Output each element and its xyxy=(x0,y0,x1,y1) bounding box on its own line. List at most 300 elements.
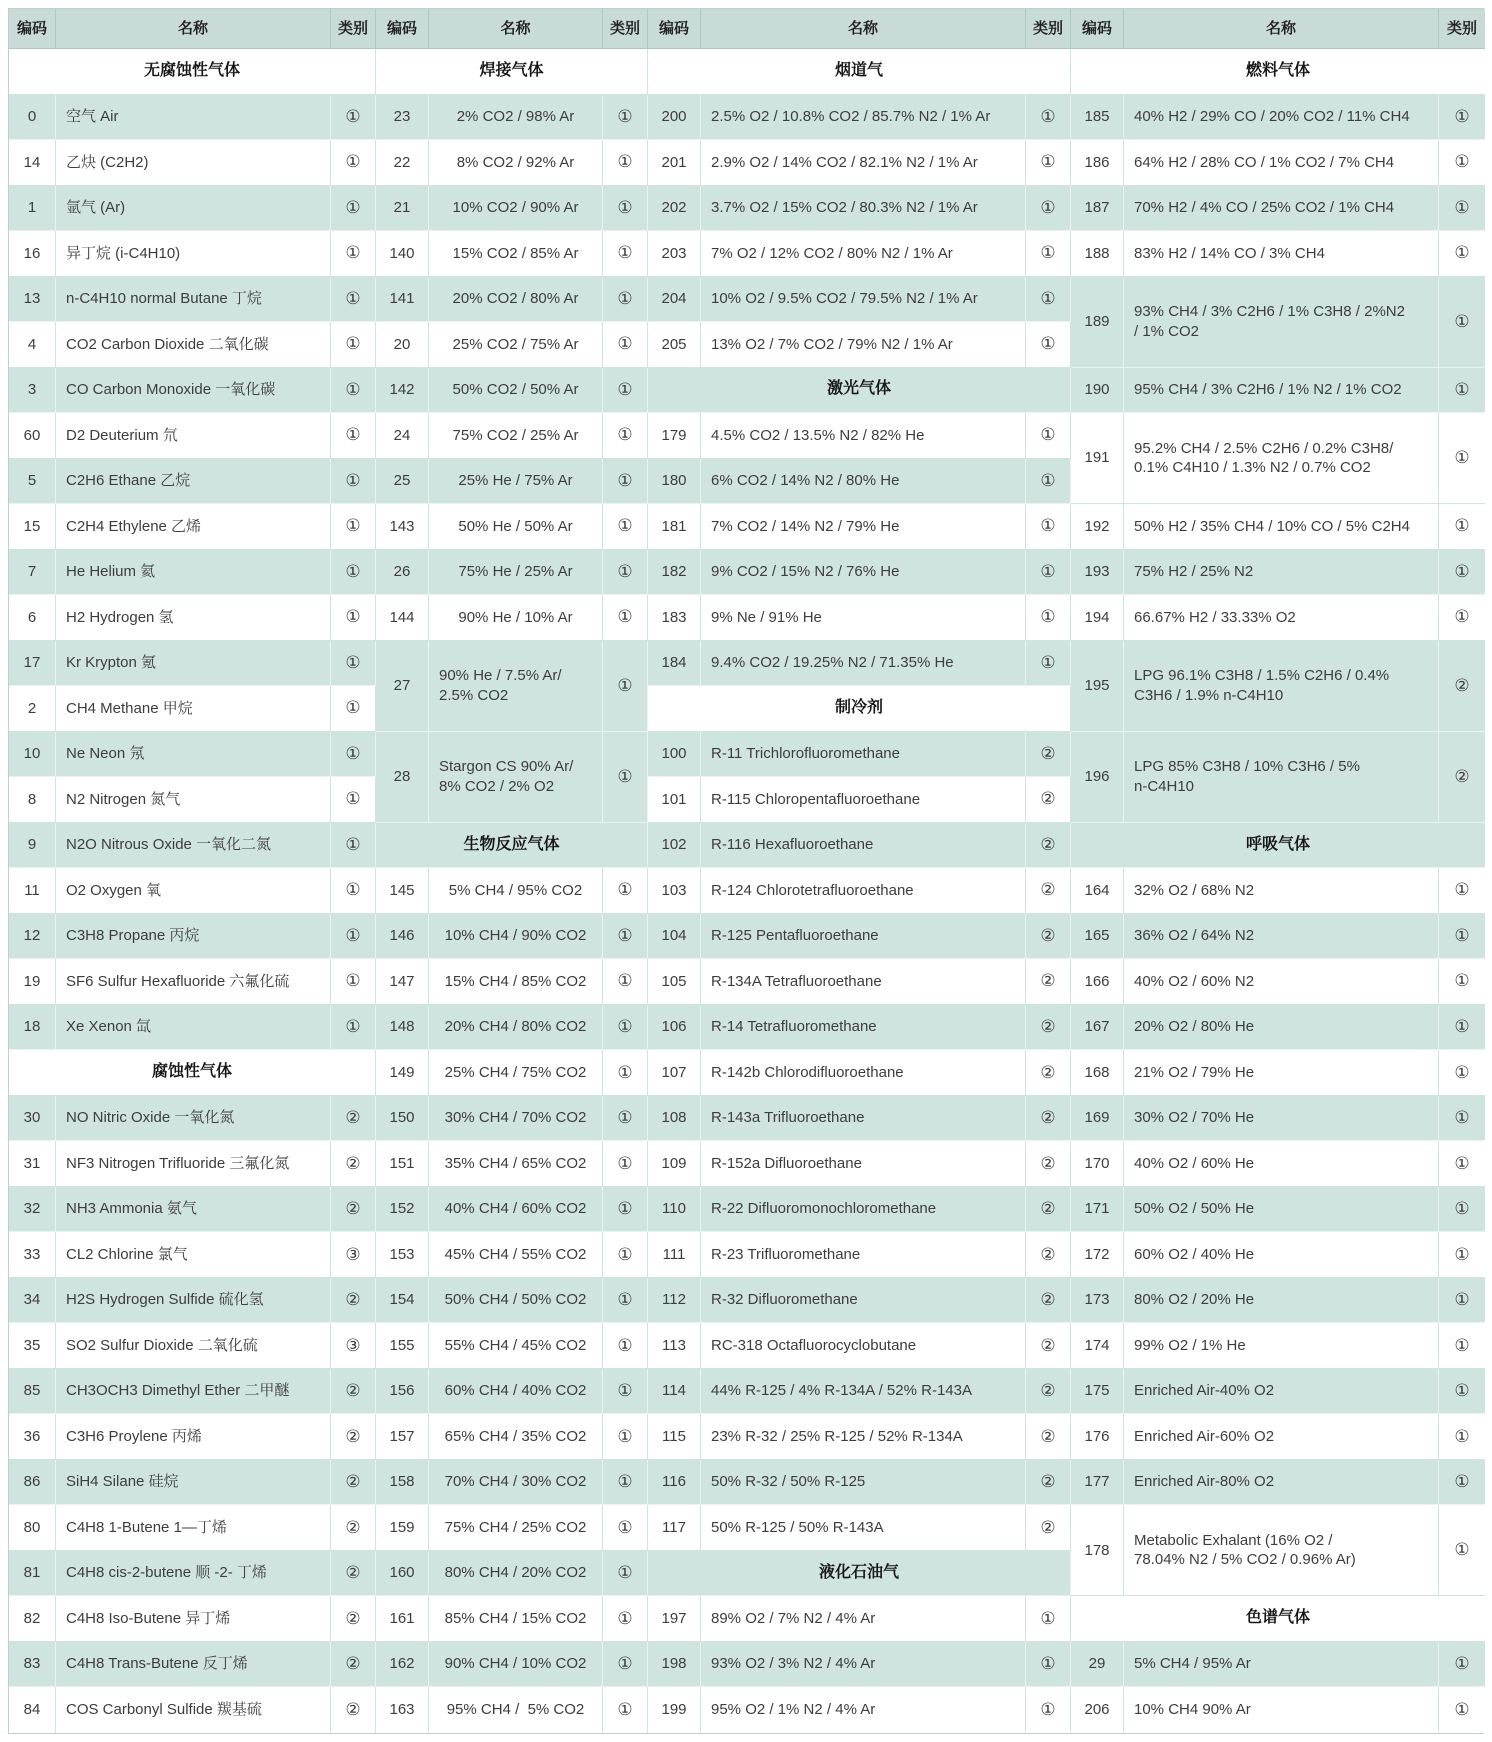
gas-code-cell: 186 xyxy=(1071,140,1124,186)
gas-name-cell: LPG 85% C3H8 / 10% C3H6 / 5% n-C4H10 xyxy=(1124,732,1439,823)
gas-category-cell: ① xyxy=(1026,186,1071,232)
gas-category-cell: ② xyxy=(331,1096,376,1142)
gas-code-cell: 188 xyxy=(1071,231,1124,277)
gas-code-cell: 18 xyxy=(9,1005,56,1051)
gas-category-cell: ② xyxy=(1026,1323,1071,1369)
gas-category-cell: ① xyxy=(1439,550,1485,596)
gas-name-cell: 10% CH4 90% Ar xyxy=(1124,1687,1439,1733)
gas-code-cell: 141 xyxy=(376,277,429,323)
gas-category-cell: ① xyxy=(603,959,648,1005)
gas-category-cell: ② xyxy=(1026,1369,1071,1415)
column-header-code: 编码 xyxy=(9,9,56,49)
gas-code-cell: 117 xyxy=(648,1505,701,1551)
gas-code-cell: 86 xyxy=(9,1460,56,1506)
gas-category-cell: ① xyxy=(603,140,648,186)
gas-code-cell: 191 xyxy=(1071,413,1124,504)
gas-name-cell: Ne Neon 氖 xyxy=(56,732,331,778)
gas-code-cell: 107 xyxy=(648,1050,701,1096)
gas-name-cell: CO2 Carbon Dioxide 二氧化碳 xyxy=(56,322,331,368)
gas-code-cell: 20 xyxy=(376,322,429,368)
gas-category-cell: ② xyxy=(1026,777,1071,823)
gas-code-cell: 0 xyxy=(9,95,56,141)
gas-category-cell: ② xyxy=(331,1141,376,1187)
gas-code-cell: 170 xyxy=(1071,1141,1124,1187)
gas-category-cell: ① xyxy=(603,413,648,459)
gas-name-cell: 乙炔 (C2H2) xyxy=(56,140,331,186)
gas-category-cell: ① xyxy=(331,140,376,186)
gas-category-cell: ① xyxy=(603,550,648,596)
gas-category-cell: ② xyxy=(331,1460,376,1506)
gas-name-cell: C4H8 1-Butene 1—丁烯 xyxy=(56,1505,331,1551)
gas-code-cell: 168 xyxy=(1071,1050,1124,1096)
column-header-category: 类别 xyxy=(331,9,376,49)
gas-category-cell: ① xyxy=(331,1005,376,1051)
gas-name-cell: 70% H2 / 4% CO / 25% CO2 / 1% CH4 xyxy=(1124,186,1439,232)
gas-code-cell: 24 xyxy=(376,413,429,459)
gas-name-cell: 65% CH4 / 35% CO2 xyxy=(429,1414,603,1460)
gas-name-cell: 64% H2 / 28% CO / 1% CO2 / 7% CH4 xyxy=(1124,140,1439,186)
gas-name-cell: H2 Hydrogen 氢 xyxy=(56,595,331,641)
gas-name-cell: 32% O2 / 68% N2 xyxy=(1124,868,1439,914)
gas-name-cell: 15% CH4 / 85% CO2 xyxy=(429,959,603,1005)
gas-name-cell: 50% R-32 / 50% R-125 xyxy=(701,1460,1026,1506)
gas-name-cell: CL2 Chlorine 氯气 xyxy=(56,1232,331,1278)
gas-category-cell: ① xyxy=(1026,1687,1071,1733)
gas-code-cell: 150 xyxy=(376,1096,429,1142)
gas-name-cell: CO Carbon Monoxide 一氧化碳 xyxy=(56,368,331,414)
gas-name-cell: 50% H2 / 35% CH4 / 10% CO / 5% C2H4 xyxy=(1124,504,1439,550)
gas-category-cell: ② xyxy=(331,1505,376,1551)
gas-code-cell: 192 xyxy=(1071,504,1124,550)
gas-code-cell: 28 xyxy=(376,732,429,823)
gas-name-cell: SiH4 Silane 硅烷 xyxy=(56,1460,331,1506)
gas-name-cell: R-23 Trifluoromethane xyxy=(701,1232,1026,1278)
gas-code-cell: 183 xyxy=(648,595,701,641)
gas-category-cell: ① xyxy=(603,595,648,641)
gas-code-cell: 175 xyxy=(1071,1369,1124,1415)
gas-code-cell: 146 xyxy=(376,914,429,960)
gas-code-cell: 19 xyxy=(9,959,56,1005)
gas-category-cell: ① xyxy=(603,231,648,277)
gas-name-cell: 7% CO2 / 14% N2 / 79% He xyxy=(701,504,1026,550)
gas-code-cell: 11 xyxy=(9,868,56,914)
gas-category-cell: ① xyxy=(1026,1596,1071,1642)
gas-name-cell: 55% CH4 / 45% CO2 xyxy=(429,1323,603,1369)
gas-code-cell: 80 xyxy=(9,1505,56,1551)
column-header-category: 类别 xyxy=(1026,9,1071,49)
column-header-name: 名称 xyxy=(429,9,603,49)
gas-category-cell: ① xyxy=(1439,1050,1485,1096)
gas-category-cell: ① xyxy=(603,1050,648,1096)
gas-name-cell: CH3OCH3 Dimethyl Ether 二甲醚 xyxy=(56,1369,331,1415)
gas-code-cell: 14 xyxy=(9,140,56,186)
gas-code-cell: 84 xyxy=(9,1687,56,1733)
gas-category-cell: ① xyxy=(1439,95,1485,141)
gas-category-cell: ② xyxy=(1026,914,1071,960)
gas-name-cell: SO2 Sulfur Dioxide 二氧化硫 xyxy=(56,1323,331,1369)
gas-code-cell: 114 xyxy=(648,1369,701,1415)
gas-category-cell: ① xyxy=(331,231,376,277)
gas-name-cell: R-125 Pentafluoroethane xyxy=(701,914,1026,960)
gas-name-cell: Stargon CS 90% Ar/ 8% CO2 / 2% O2 xyxy=(429,732,603,823)
gas-category-cell: ① xyxy=(603,1505,648,1551)
gas-name-cell: 90% CH4 / 10% CO2 xyxy=(429,1642,603,1688)
gas-name-cell: 80% CH4 / 20% CO2 xyxy=(429,1551,603,1597)
gas-code-cell: 198 xyxy=(648,1642,701,1688)
gas-category-cell: ① xyxy=(1026,277,1071,323)
gas-code-cell: 165 xyxy=(1071,914,1124,960)
gas-name-cell: 5% CH4 / 95% Ar xyxy=(1124,1642,1439,1688)
gas-category-cell: ① xyxy=(1026,231,1071,277)
gas-table-group-2 xyxy=(376,9,648,1733)
gas-category-cell: ② xyxy=(331,1551,376,1597)
gas-name-cell: NF3 Nitrogen Trifluoride 三氟化氮 xyxy=(56,1141,331,1187)
gas-code-cell: 6 xyxy=(9,595,56,641)
gas-code-cell: 181 xyxy=(648,504,701,550)
gas-code-cell: 176 xyxy=(1071,1414,1124,1460)
gas-category-cell: ① xyxy=(331,959,376,1005)
gas-category-cell: ① xyxy=(1439,1323,1485,1369)
gas-category-cell: ① xyxy=(1439,1460,1485,1506)
gas-code-cell: 193 xyxy=(1071,550,1124,596)
gas-code-cell: 182 xyxy=(648,550,701,596)
gas-name-cell: 40% O2 / 60% N2 xyxy=(1124,959,1439,1005)
gas-name-cell: 95% CH4 / 3% C2H6 / 1% N2 / 1% CO2 xyxy=(1124,368,1439,414)
gas-category-cell: ① xyxy=(1026,95,1071,141)
gas-category-cell: ① xyxy=(1439,186,1485,232)
gas-code-cell: 194 xyxy=(1071,595,1124,641)
gas-code-cell: 105 xyxy=(648,959,701,1005)
gas-name-cell: R-115 Chloropentafluoroethane xyxy=(701,777,1026,823)
gas-code-cell: 5 xyxy=(9,459,56,505)
gas-category-cell: ① xyxy=(1439,1187,1485,1233)
gas-category-cell: ① xyxy=(1439,1232,1485,1278)
gas-category-cell: ② xyxy=(1026,1050,1071,1096)
gas-name-cell: 90% He / 10% Ar xyxy=(429,595,603,641)
gas-code-cell: 152 xyxy=(376,1187,429,1233)
gas-code-cell: 169 xyxy=(1071,1096,1124,1142)
gas-category-cell: ① xyxy=(331,641,376,687)
gas-category-cell: ① xyxy=(603,868,648,914)
gas-code-cell: 190 xyxy=(1071,368,1124,414)
section-header: 腐蚀性气体 xyxy=(9,1050,376,1096)
gas-code-cell: 22 xyxy=(376,140,429,186)
gas-code-cell: 3 xyxy=(9,368,56,414)
gas-category-cell: ① xyxy=(603,1687,648,1733)
gas-name-cell: 空气 Air xyxy=(56,95,331,141)
gas-category-cell: ② xyxy=(1026,1278,1071,1324)
gas-code-cell: 201 xyxy=(648,140,701,186)
gas-code-cell: 145 xyxy=(376,868,429,914)
gas-category-cell: ① xyxy=(1439,368,1485,414)
gas-code-table xyxy=(8,8,1484,1734)
gas-code-cell: 81 xyxy=(9,1551,56,1597)
gas-code-cell: 29 xyxy=(1071,1642,1124,1688)
gas-name-cell: n-C4H10 normal Butane 丁烷 xyxy=(56,277,331,323)
gas-name-cell: 44% R-125 / 4% R-134A / 52% R-143A xyxy=(701,1369,1026,1415)
gas-name-cell: 异丁烷 (i-C4H10) xyxy=(56,231,331,277)
gas-name-cell: 8% CO2 / 92% Ar xyxy=(429,140,603,186)
gas-code-cell: 106 xyxy=(648,1005,701,1051)
gas-category-cell: ① xyxy=(1439,140,1485,186)
gas-code-cell: 143 xyxy=(376,504,429,550)
gas-category-cell: ② xyxy=(1026,1460,1071,1506)
gas-category-cell: ① xyxy=(1026,595,1071,641)
gas-code-cell: 174 xyxy=(1071,1323,1124,1369)
gas-name-cell: 3.7% O2 / 15% CO2 / 80.3% N2 / 1% Ar xyxy=(701,186,1026,232)
gas-category-cell: ① xyxy=(1026,641,1071,687)
section-header: 呼吸气体 xyxy=(1071,823,1485,869)
gas-name-cell: R-22 Difluoromonochloromethane xyxy=(701,1187,1026,1233)
gas-name-cell: 75% H2 / 25% N2 xyxy=(1124,550,1439,596)
gas-name-cell: 50% He / 50% Ar xyxy=(429,504,603,550)
gas-category-cell: ① xyxy=(1439,1505,1485,1596)
gas-category-cell: ② xyxy=(331,1687,376,1733)
gas-category-cell: ① xyxy=(331,823,376,869)
gas-category-cell: ① xyxy=(603,459,648,505)
gas-category-cell: ① xyxy=(603,1551,648,1597)
gas-name-cell: H2S Hydrogen Sulfide 硫化氢 xyxy=(56,1278,331,1324)
gas-category-cell: ② xyxy=(1026,1505,1071,1551)
gas-category-cell: ① xyxy=(1439,914,1485,960)
gas-code-cell: 21 xyxy=(376,186,429,232)
gas-category-cell: ① xyxy=(1026,413,1071,459)
gas-category-cell: ① xyxy=(1026,1642,1071,1688)
gas-name-cell: 20% CH4 / 80% CO2 xyxy=(429,1005,603,1051)
gas-table-group-4 xyxy=(1071,9,1485,1733)
gas-code-cell: 83 xyxy=(9,1642,56,1688)
gas-category-cell: ① xyxy=(331,868,376,914)
gas-name-cell: R-142b Chlorodifluoroethane xyxy=(701,1050,1026,1096)
column-header-name: 名称 xyxy=(701,9,1026,49)
gas-category-cell: ① xyxy=(1026,322,1071,368)
gas-code-cell: 108 xyxy=(648,1096,701,1142)
gas-code-cell: 7 xyxy=(9,550,56,596)
gas-category-cell: ② xyxy=(331,1414,376,1460)
gas-name-cell: 95% CH4 / 5% CO2 xyxy=(429,1687,603,1733)
gas-code-cell: 206 xyxy=(1071,1687,1124,1733)
gas-category-cell: ① xyxy=(331,595,376,641)
gas-name-cell: 60% O2 / 40% He xyxy=(1124,1232,1439,1278)
gas-code-cell: 2 xyxy=(9,686,56,732)
gas-name-cell: 30% CH4 / 70% CO2 xyxy=(429,1096,603,1142)
gas-code-cell: 195 xyxy=(1071,641,1124,732)
gas-category-cell: ① xyxy=(331,777,376,823)
gas-name-cell: O2 Oxygen 氧 xyxy=(56,868,331,914)
gas-category-cell: ② xyxy=(331,1369,376,1415)
gas-code-cell: 1 xyxy=(9,186,56,232)
gas-name-cell: 9% CO2 / 15% N2 / 76% He xyxy=(701,550,1026,596)
gas-category-cell: ① xyxy=(603,1323,648,1369)
gas-category-cell: ① xyxy=(603,368,648,414)
gas-category-cell: ① xyxy=(1439,1096,1485,1142)
gas-name-cell: NH3 Ammonia 氨气 xyxy=(56,1187,331,1233)
gas-category-cell: ② xyxy=(1439,732,1485,823)
gas-code-cell: 173 xyxy=(1071,1278,1124,1324)
column-header-code: 编码 xyxy=(376,9,429,49)
gas-category-cell: ① xyxy=(1439,868,1485,914)
gas-code-cell: 151 xyxy=(376,1141,429,1187)
gas-code-cell: 23 xyxy=(376,95,429,141)
gas-name-cell: C4H8 Trans-Butene 反丁烯 xyxy=(56,1642,331,1688)
gas-code-cell: 12 xyxy=(9,914,56,960)
gas-name-cell: R-124 Chlorotetrafluoroethane xyxy=(701,868,1026,914)
gas-category-cell: ② xyxy=(1439,641,1485,732)
gas-category-cell: ② xyxy=(1026,1232,1071,1278)
gas-code-cell: 103 xyxy=(648,868,701,914)
gas-code-cell: 153 xyxy=(376,1232,429,1278)
column-header-code: 编码 xyxy=(1071,9,1124,49)
gas-name-cell: 2.9% O2 / 14% CO2 / 82.1% N2 / 1% Ar xyxy=(701,140,1026,186)
gas-name-cell: 50% CO2 / 50% Ar xyxy=(429,368,603,414)
gas-code-cell: 160 xyxy=(376,1551,429,1597)
gas-category-cell: ① xyxy=(603,732,648,823)
gas-name-cell: 5% CH4 / 95% CO2 xyxy=(429,868,603,914)
gas-code-cell: 82 xyxy=(9,1596,56,1642)
gas-name-cell: 4.5% CO2 / 13.5% N2 / 82% He xyxy=(701,413,1026,459)
gas-category-cell: ① xyxy=(603,1414,648,1460)
gas-category-cell: ③ xyxy=(331,1323,376,1369)
gas-category-cell: ① xyxy=(1439,1278,1485,1324)
gas-name-cell: 93% CH4 / 3% C2H6 / 1% C3H8 / 2%N2 / 1% CO2 xyxy=(1124,277,1439,368)
gas-name-cell: C4H8 Iso-Butene 异丁烯 xyxy=(56,1596,331,1642)
gas-code-cell: 140 xyxy=(376,231,429,277)
gas-code-cell: 189 xyxy=(1071,277,1124,368)
gas-name-cell: 36% O2 / 64% N2 xyxy=(1124,914,1439,960)
gas-code-cell: 185 xyxy=(1071,95,1124,141)
gas-name-cell: 95.2% CH4 / 2.5% C2H6 / 0.2% C3H8/ 0.1% C4H10 / 1.3% N2 / 0.7% CO2 xyxy=(1124,413,1439,504)
gas-name-cell: 95% O2 / 1% N2 / 4% Ar xyxy=(701,1687,1026,1733)
gas-category-cell: ① xyxy=(603,186,648,232)
gas-name-cell: 9% Ne / 91% He xyxy=(701,595,1026,641)
gas-code-cell: 196 xyxy=(1071,732,1124,823)
gas-code-cell: 148 xyxy=(376,1005,429,1051)
gas-category-cell: ① xyxy=(1439,277,1485,368)
section-header: 无腐蚀性气体 xyxy=(9,49,376,95)
gas-code-cell: 112 xyxy=(648,1278,701,1324)
gas-name-cell: N2O Nitrous Oxide 一氧化二氮 xyxy=(56,823,331,869)
gas-name-cell: R-143a Trifluoroethane xyxy=(701,1096,1026,1142)
gas-category-cell: ① xyxy=(603,1232,648,1278)
gas-code-cell: 25 xyxy=(376,459,429,505)
section-header: 焊接气体 xyxy=(376,49,648,95)
gas-code-cell: 116 xyxy=(648,1460,701,1506)
gas-category-cell: ① xyxy=(603,1369,648,1415)
gas-name-cell: 23% R-32 / 25% R-125 / 52% R-134A xyxy=(701,1414,1026,1460)
gas-code-cell: 60 xyxy=(9,413,56,459)
gas-code-cell: 109 xyxy=(648,1141,701,1187)
gas-name-cell: 30% O2 / 70% He xyxy=(1124,1096,1439,1142)
gas-category-cell: ① xyxy=(1026,459,1071,505)
gas-name-cell: 93% O2 / 3% N2 / 4% Ar xyxy=(701,1642,1026,1688)
gas-code-cell: 159 xyxy=(376,1505,429,1551)
gas-name-cell: CH4 Methane 甲烷 xyxy=(56,686,331,732)
gas-name-cell: 21% O2 / 79% He xyxy=(1124,1050,1439,1096)
gas-category-cell: ③ xyxy=(331,1232,376,1278)
gas-name-cell: 25% CH4 / 75% CO2 xyxy=(429,1050,603,1096)
gas-category-cell: ② xyxy=(1026,732,1071,778)
gas-name-cell: 20% O2 / 80% He xyxy=(1124,1005,1439,1051)
gas-name-cell: C2H6 Ethane 乙烷 xyxy=(56,459,331,505)
gas-category-cell: ① xyxy=(1439,1005,1485,1051)
gas-category-cell: ① xyxy=(331,550,376,596)
gas-name-cell: R-32 Difluoromethane xyxy=(701,1278,1026,1324)
gas-name-cell: Metabolic Exhalant (16% O2 / 78.04% N2 / 5% CO2 / 0.96% Ar) xyxy=(1124,1505,1439,1596)
gas-code-cell: 197 xyxy=(648,1596,701,1642)
gas-name-cell: 70% CH4 / 30% CO2 xyxy=(429,1460,603,1506)
gas-code-cell: 31 xyxy=(9,1141,56,1187)
gas-category-cell: ① xyxy=(1439,413,1485,504)
gas-code-cell: 4 xyxy=(9,322,56,368)
gas-code-cell: 180 xyxy=(648,459,701,505)
gas-category-cell: ① xyxy=(1439,1687,1485,1733)
gas-name-cell: 2.5% O2 / 10.8% CO2 / 85.7% N2 / 1% Ar xyxy=(701,95,1026,141)
section-header: 激光气体 xyxy=(648,368,1071,414)
gas-name-cell: 80% O2 / 20% He xyxy=(1124,1278,1439,1324)
gas-code-cell: 147 xyxy=(376,959,429,1005)
gas-name-cell: 7% O2 / 12% CO2 / 80% N2 / 1% Ar xyxy=(701,231,1026,277)
gas-category-cell: ① xyxy=(1026,140,1071,186)
gas-category-cell: ① xyxy=(331,368,376,414)
gas-category-cell: ② xyxy=(331,1642,376,1688)
gas-category-cell: ① xyxy=(603,641,648,732)
gas-category-cell: ① xyxy=(603,1096,648,1142)
gas-name-cell: 9.4% CO2 / 19.25% N2 / 71.35% He xyxy=(701,641,1026,687)
gas-code-cell: 179 xyxy=(648,413,701,459)
gas-code-cell: 155 xyxy=(376,1323,429,1369)
gas-code-cell: 178 xyxy=(1071,1505,1124,1596)
gas-category-cell: ① xyxy=(1439,1414,1485,1460)
gas-category-cell: ① xyxy=(603,1141,648,1187)
gas-name-cell: 15% CO2 / 85% Ar xyxy=(429,231,603,277)
gas-name-cell: 25% CO2 / 75% Ar xyxy=(429,322,603,368)
gas-name-cell: 90% He / 7.5% Ar/ 2.5% CO2 xyxy=(429,641,603,732)
gas-code-cell: 172 xyxy=(1071,1232,1124,1278)
gas-name-cell: R-152a Difluoroethane xyxy=(701,1141,1026,1187)
gas-code-cell: 9 xyxy=(9,823,56,869)
gas-name-cell: 氩气 (Ar) xyxy=(56,186,331,232)
gas-name-cell: 83% H2 / 14% CO / 3% CH4 xyxy=(1124,231,1439,277)
gas-name-cell: COS Carbonyl Sulfide 羰基硫 xyxy=(56,1687,331,1733)
gas-code-cell: 164 xyxy=(1071,868,1124,914)
gas-table-group-3 xyxy=(648,9,1071,1733)
gas-name-cell: 6% CO2 / 14% N2 / 80% He xyxy=(701,459,1026,505)
gas-name-cell: SF6 Sulfur Hexafluoride 六氟化硫 xyxy=(56,959,331,1005)
gas-name-cell: 89% O2 / 7% N2 / 4% Ar xyxy=(701,1596,1026,1642)
gas-code-cell: 33 xyxy=(9,1232,56,1278)
column-header-name: 名称 xyxy=(1124,9,1439,49)
gas-name-cell: C4H8 cis-2-butene 顺 -2- 丁烯 xyxy=(56,1551,331,1597)
gas-name-cell: Kr Krypton 氪 xyxy=(56,641,331,687)
gas-name-cell: 40% O2 / 60% He xyxy=(1124,1141,1439,1187)
gas-category-cell: ② xyxy=(1026,1141,1071,1187)
gas-name-cell: Enriched Air-40% O2 xyxy=(1124,1369,1439,1415)
gas-name-cell: Enriched Air-80% O2 xyxy=(1124,1460,1439,1506)
gas-category-cell: ① xyxy=(1026,504,1071,550)
gas-code-cell: 171 xyxy=(1071,1187,1124,1233)
gas-category-cell: ① xyxy=(603,322,648,368)
gas-code-cell: 16 xyxy=(9,231,56,277)
gas-code-cell: 32 xyxy=(9,1187,56,1233)
gas-name-cell: 99% O2 / 1% He xyxy=(1124,1323,1439,1369)
gas-category-cell: ① xyxy=(1439,1141,1485,1187)
gas-category-cell: ① xyxy=(603,95,648,141)
gas-code-cell: 30 xyxy=(9,1096,56,1142)
gas-category-cell: ② xyxy=(1026,1414,1071,1460)
gas-name-cell: 10% CH4 / 90% CO2 xyxy=(429,914,603,960)
gas-category-cell: ① xyxy=(603,1278,648,1324)
section-header: 色谱气体 xyxy=(1071,1596,1485,1642)
